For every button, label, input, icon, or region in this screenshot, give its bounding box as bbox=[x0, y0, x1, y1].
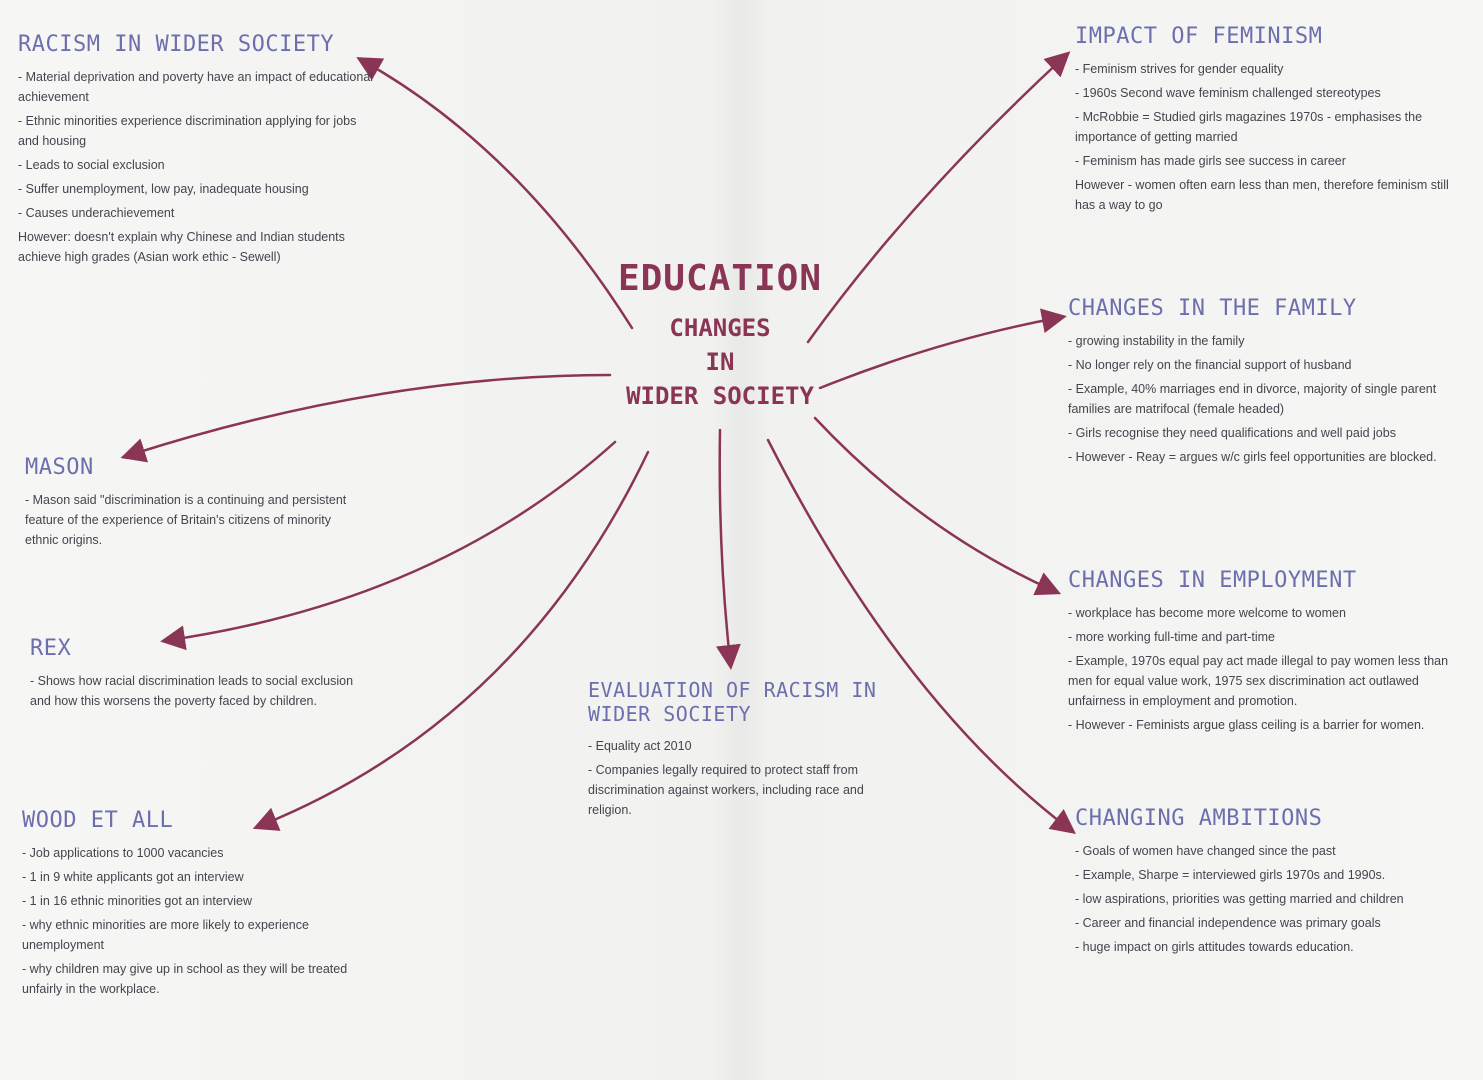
arrow-to-family bbox=[820, 318, 1057, 388]
rex-heading: REX bbox=[30, 636, 72, 661]
family-line: - No longer rely on the financial support of husband bbox=[1068, 358, 1352, 372]
section-feminism bbox=[1075, 24, 1465, 219]
section-mason bbox=[25, 455, 365, 554]
mason-line: - Mason said "discrimination is a continuing and persistent feature of the experience of Britain's citizens of minority ethnic origins. bbox=[25, 493, 347, 547]
section-racism bbox=[18, 32, 378, 271]
employment-heading: CHANGES IN EMPLOYMENT bbox=[1068, 568, 1357, 593]
central-sub-2: IN bbox=[705, 348, 735, 376]
section-rex bbox=[30, 636, 365, 715]
racism-line: However: doesn't explain why Chinese and Indian students achieve high grades (Asian work ethic - Sewell) bbox=[18, 230, 345, 264]
feminism-line: - Feminism strives for gender equality bbox=[1075, 62, 1284, 76]
evaluation-line: - Companies legally required to protect staff from discrimination against workers, including race and religion. bbox=[588, 763, 864, 817]
ambitions-line: - Career and financial independence was primary goals bbox=[1075, 916, 1381, 930]
arrow-to-employment bbox=[815, 418, 1052, 590]
ambitions-line: - Goals of women have changed since the past bbox=[1075, 844, 1336, 858]
employment-line: - However - Feminists argue glass ceiling is a barrier for women. bbox=[1068, 718, 1425, 732]
arrow-to-evaluation bbox=[720, 430, 730, 660]
wood-line: - 1 in 16 ethnic minorities got an interview bbox=[22, 894, 252, 908]
central-sub-1: CHANGES bbox=[669, 314, 771, 342]
racism-line: - Material deprivation and poverty have an impact of educational achievement bbox=[18, 70, 374, 104]
feminism-line: - Feminism has made girls see success in career bbox=[1075, 154, 1346, 168]
family-line: - Girls recognise they need qualifications and well paid jobs bbox=[1068, 426, 1396, 440]
family-line: - However - Reay = argues w/c girls feel opportunities are blocked. bbox=[1068, 450, 1437, 464]
rex-line: - Shows how racial discrimination leads to social exclusion and how this worsens the poverty faced by children. bbox=[30, 674, 354, 708]
family-line: - Example, 40% marriages end in divorce, majority of single parent families are matrifocal (female headed) bbox=[1068, 382, 1437, 416]
evaluation-line: - Equality act 2010 bbox=[588, 739, 692, 753]
employment-line: - Example, 1970s equal pay act made illegal to pay women less than men for equal value work, 1975 sex discrimination act outlawed unfairness in employment and promotion. bbox=[1068, 654, 1449, 708]
ambitions-heading: CHANGING AMBITIONS bbox=[1075, 806, 1323, 831]
ambitions-line: - huge impact on girls attitudes towards education. bbox=[1075, 940, 1354, 954]
wood-line: - why children may give up in school as they will be treated unfairly in the workplace. bbox=[22, 962, 348, 996]
feminism-line: However - women often earn less than men, therefore feminism still has a way to go bbox=[1075, 178, 1449, 212]
section-wood bbox=[22, 808, 362, 1003]
racism-line: - Suffer unemployment, low pay, inadequate housing bbox=[18, 182, 309, 196]
employment-line: - workplace has become more welcome to women bbox=[1068, 606, 1346, 620]
wood-line: - Job applications to 1000 vacancies bbox=[22, 846, 224, 860]
feminism-heading: IMPACT OF FEMINISM bbox=[1075, 24, 1323, 49]
racism-line: - Ethnic minorities experience discrimination applying for jobs and housing bbox=[18, 114, 357, 148]
section-family bbox=[1068, 296, 1463, 471]
mason-heading: MASON bbox=[25, 455, 94, 480]
family-line: - growing instability in the family bbox=[1068, 334, 1245, 348]
wood-line: - why ethnic minorities are more likely to experience unemployment bbox=[22, 918, 309, 952]
wood-heading: WOOD ET ALL bbox=[22, 808, 174, 833]
central-sub-3: WIDER SOCIETY bbox=[626, 382, 814, 410]
arrow-to-mason bbox=[130, 375, 610, 455]
central-title: EDUCATION bbox=[617, 258, 823, 299]
racism-line: - Leads to social exclusion bbox=[18, 158, 165, 172]
central-topic bbox=[600, 258, 840, 413]
family-heading: CHANGES IN THE FAMILY bbox=[1068, 296, 1357, 321]
evaluation-heading: EVALUATION OF RACISM IN WIDER SOCIETY bbox=[588, 678, 877, 726]
arrow-to-feminism bbox=[808, 58, 1063, 342]
arrow-to-racism bbox=[365, 62, 632, 328]
ambitions-line: - low aspirations, priorities was getting married and children bbox=[1075, 892, 1404, 906]
section-evaluation bbox=[588, 678, 888, 824]
racism-heading: RACISM IN WIDER SOCIETY bbox=[18, 32, 335, 57]
section-ambitions bbox=[1075, 806, 1465, 961]
section-employment bbox=[1068, 568, 1463, 739]
feminism-line: - McRobbie = Studied girls magazines 1970s - emphasises the importance of getting married bbox=[1075, 110, 1423, 144]
feminism-line: - 1960s Second wave feminism challenged stereotypes bbox=[1075, 86, 1381, 100]
employment-line: - more working full-time and part-time bbox=[1068, 630, 1276, 644]
racism-line: - Causes underachievement bbox=[18, 206, 175, 220]
wood-line: - 1 in 9 white applicants got an interview bbox=[22, 870, 244, 884]
ambitions-line: - Example, Sharpe = interviewed girls 1970s and 1990s. bbox=[1075, 868, 1386, 882]
